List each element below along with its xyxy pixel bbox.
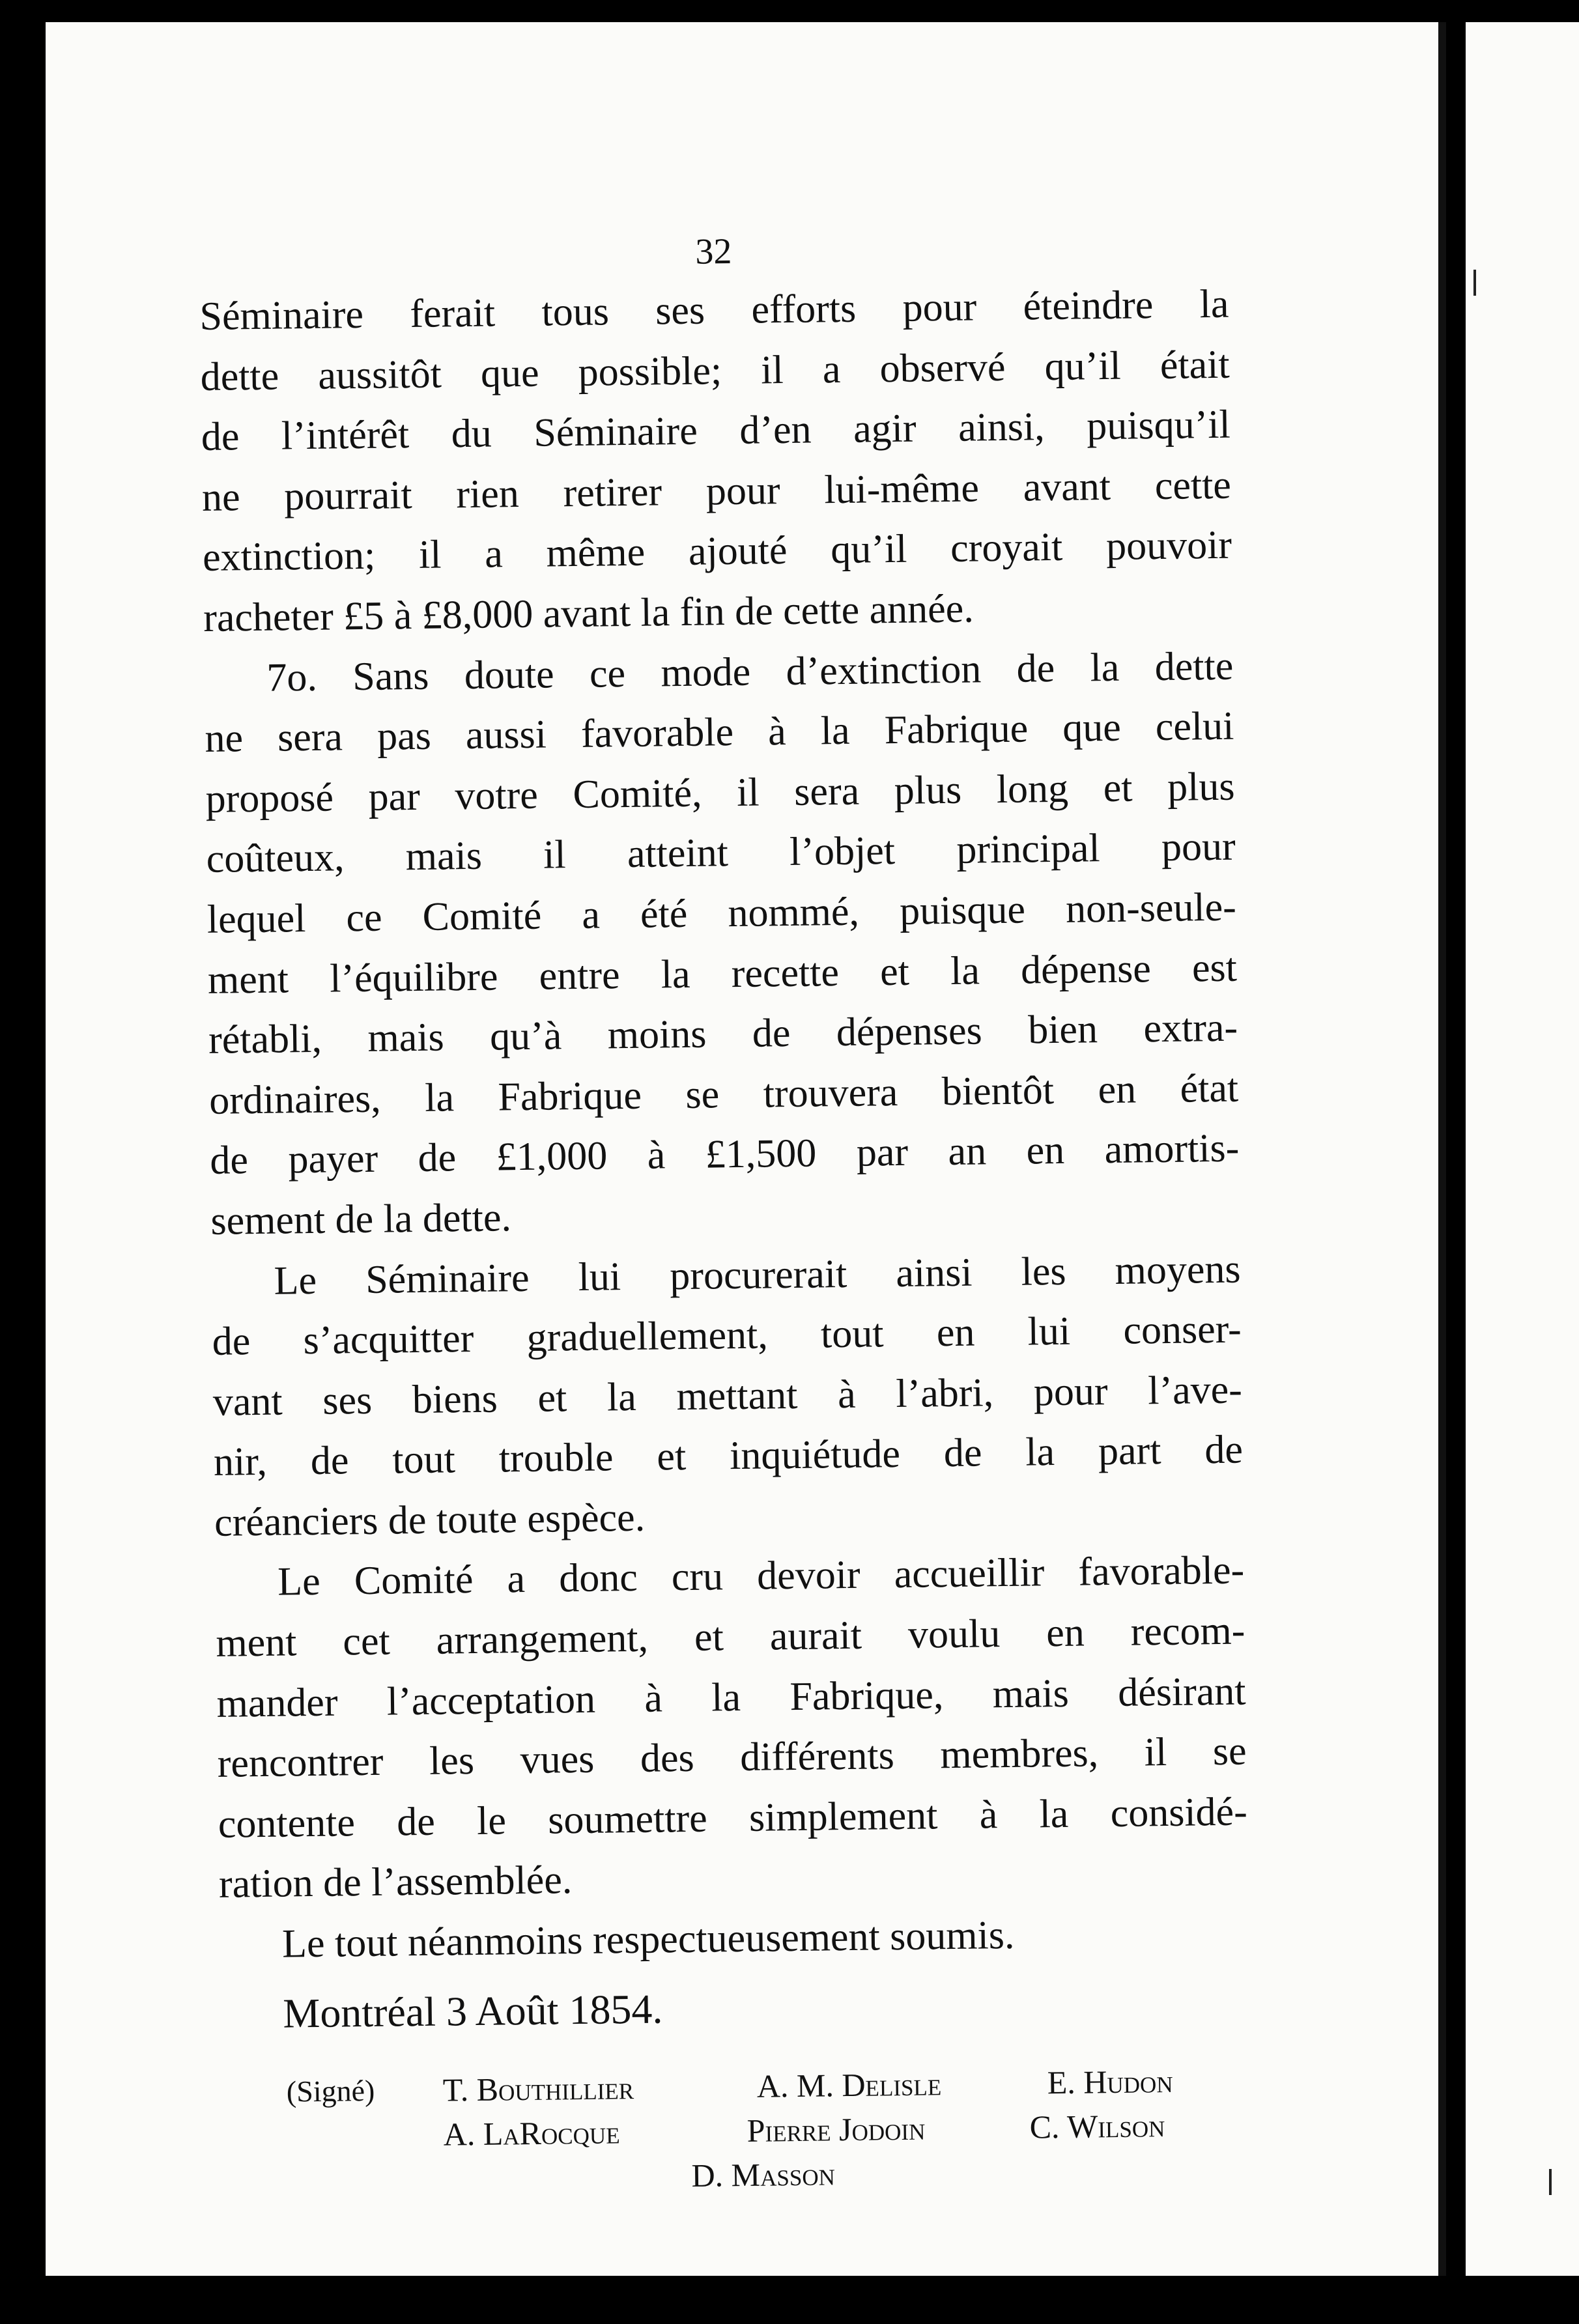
signatory-name: D. Masson — [691, 2155, 836, 2194]
paragraph — [204, 636, 1240, 1251]
text-line: ration de l’assemblée. — [218, 1858, 573, 1907]
paragraph — [199, 274, 1233, 649]
signatory-name: C. Wilson — [1029, 2107, 1165, 2146]
page-edge-shadow — [1438, 22, 1446, 2276]
text-line: mander l’acceptation à la Fabrique, mais désirant — [216, 1669, 1246, 1726]
page-number: 32 — [695, 231, 732, 272]
text-line: de payer de £1,000 à £1,500 par an en amortis- — [209, 1126, 1240, 1183]
signature-block — [221, 2058, 1251, 2201]
text-line: Le Séminaire lui procurerait ainsi les moyens — [274, 1247, 1241, 1303]
text-line: ordinaires, la Fabrique se trouvera bientôt en état — [208, 1066, 1239, 1123]
text-line: proposé par votre Comité, il sera plus long et plus — [205, 764, 1235, 821]
text-line: rencontrer les vues des différents membres, il se — [217, 1729, 1247, 1787]
text-line: 7o. Sans doute ce mode d’extinction de la dette — [266, 644, 1234, 700]
text-line: extinction; il a même ajouté qu’il croyait pouvoir — [202, 523, 1232, 580]
text-line: ment cet arrangement, et aurait voulu en recom- — [216, 1608, 1245, 1665]
text-line: rétabli, mais qu’à moins de dépenses bien extra- — [208, 1005, 1238, 1063]
closing-line: Le tout néanmoins respectueusement soumis. — [281, 1912, 1015, 1966]
adjacent-page-mark — [1473, 270, 1476, 296]
date-line: Montréal 3 Août 1854. — [282, 1985, 663, 2037]
text-line: Séminaire ferait tous ses efforts pour éteindre la — [199, 281, 1229, 339]
text-line: contente de le soumettre simplement à la considé- — [218, 1789, 1248, 1847]
text-line: de l’intérêt du Séminaire d’en agir ainsi, puisqu’il — [201, 402, 1231, 460]
signed-label: (Signé) — [286, 2074, 375, 2108]
text-line: ne pourrait rien retirer pour lui-même avant cette — [201, 462, 1232, 520]
signatory-name: Pierre Jodoin — [747, 2110, 926, 2149]
signatory-name: A. M. Delisle — [756, 2065, 942, 2104]
text-line: dette aussitôt que possible; il a observé qu’il était — [200, 342, 1230, 399]
signatory-name: A. LaRocque — [443, 2114, 620, 2153]
adjacent-page-mark — [1549, 2169, 1552, 2195]
text-line: ment l’équilibre entre la recette et la dépense est — [207, 945, 1238, 1002]
text-line: de s’acquitter graduellement, tout en lui conser- — [212, 1307, 1242, 1364]
text-line: Le Comité a donc cru devoir accueillir favorable- — [277, 1548, 1245, 1605]
text-line: ne sera pas aussi favorable à la Fabrique que celui — [205, 703, 1234, 761]
text-line: racheter £5 à £8,000 avant la fin de cette année. — [203, 586, 974, 640]
body-paragraphs — [199, 274, 1248, 1915]
text-line: vant ses biens et la mettant à l’abri, pour l’ave- — [212, 1367, 1243, 1424]
signatory-name: T. Bouthillier — [442, 2069, 634, 2108]
text-line: sement de la dette. — [210, 1195, 512, 1243]
text-line: nir, de tout trouble et inquiétude de la part de — [213, 1427, 1244, 1485]
text-line: créanciers de toute espèce. — [214, 1495, 646, 1545]
paragraph — [211, 1239, 1244, 1553]
text-line: coûteux, mais il atteint l’objet principal pour — [206, 824, 1236, 882]
text-line: lequel ce Comité a été nommé, puisque non-seule- — [206, 885, 1237, 942]
page-text — [199, 231, 1252, 2201]
paragraph — [215, 1540, 1249, 1915]
adjacent-page-edge — [1466, 22, 1579, 2276]
signatory-name: E. Hudon — [1047, 2063, 1173, 2101]
